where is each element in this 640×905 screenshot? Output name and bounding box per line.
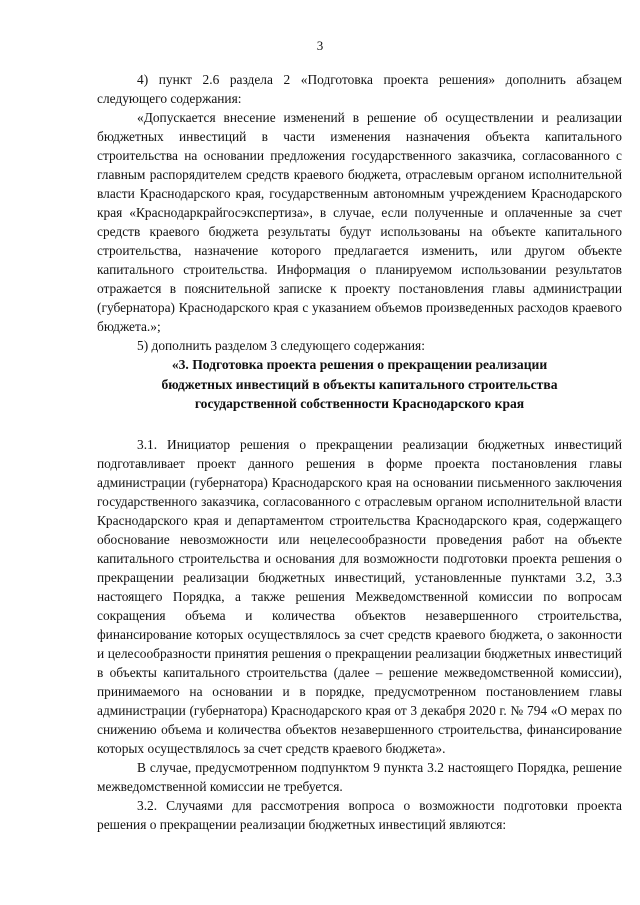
item-4-intro: 4) пункт 2.6 раздела 2 «Подготовка проекта решения» дополнить абзацем следующего содержания:: [97, 72, 622, 106]
paragraph-3-2: 3.2. Случаями для рассмотрения вопроса о возможности подготовки проекта решения о прекращении реализации бюджетных инвестиций являются:: [97, 797, 622, 832]
page-number: 3: [316, 38, 324, 53]
heading-spacing: [97, 414, 622, 435]
paragraph-3-1: 3.1. Инициатор решения о прекращении реализации бюджетных инвестиций подготавливает проект данного решения в форме проекта постановления главы администрации (губернатора) Краснодарского края на основании письменного заключения государственного заказчика, согласованного с отраслевым органом исполнительной власти Краснодарского края и департаментом строительства Краснодарского края, содержащего обоснование невозможности или нецелесообразности проведения работ на объекте капитального строительства и основания для возможности подготовки проекта решения о прекращении реализации бюджетных инвестиций, установленные пунктами 3.2, 3.3 настоящего Порядка, а также решения Межведомственной комиссии по вопросам сокращения объема и количества объектов незавершенного строительства, финансирование которых осуществлялось за счет средств краевого бюджета, о законности и целесообразности принятия решения о прекращении реализации бюджетных инвестиций в объекты капитального строительства (далее – решение межведомственной комиссии), принимаемого на основании и в порядке, предусмотренном постановлением главы администрации (губернатора) Краснодарского края от 3 декабря 2020 г. № 794 «О мерах по снижению объема и количества объектов незавершенного строительства, финансирование которых осуществлялось за счет средств краевого бюджета».: [97, 436, 622, 756]
document-body: [97, 70, 622, 834]
item-5-intro: 5) дополнить разделом 3 следующего содержания:: [137, 338, 425, 353]
section-3-heading: «3. Подготовка проекта решения о прекращении реализации бюджетных инвестиций в объекты капитального строительства государственной собственности Краснодарского края: [161, 357, 558, 411]
item-4-quote-paragraph: «Допускается внесение изменений в решение об осуществлении и реализации бюджетных инвестиций в части изменения назначения объекта капитального строительства на основании предложения государственного заказчика, согласованного с главным распорядителем средств краевого бюджета, отраслевым органом исполнительной власти Краснодарского края, государственным автономным учреждением Краснодарского края «Краснодаркрайгосэкспертиза», в случае, если полученные и оплаченные за счет средств краевого бюджета результаты будут использованы на объекте капитального строительства, назначение которого предлагается изменить, или другом объекте капитального строительства. Информация о планируемом использовании результатов отражается в пояснительной записке к проекту постановления главы администрации (губернатора) Краснодарского края с указанием объемов произведенных расходов краевого бюджета.»;: [97, 110, 622, 334]
paragraph-exception: В случае, предусмотренном подпунктом 9 пункта 3.2 настоящего Порядка, решение межведомственной комиссии не требуется.: [97, 759, 622, 794]
